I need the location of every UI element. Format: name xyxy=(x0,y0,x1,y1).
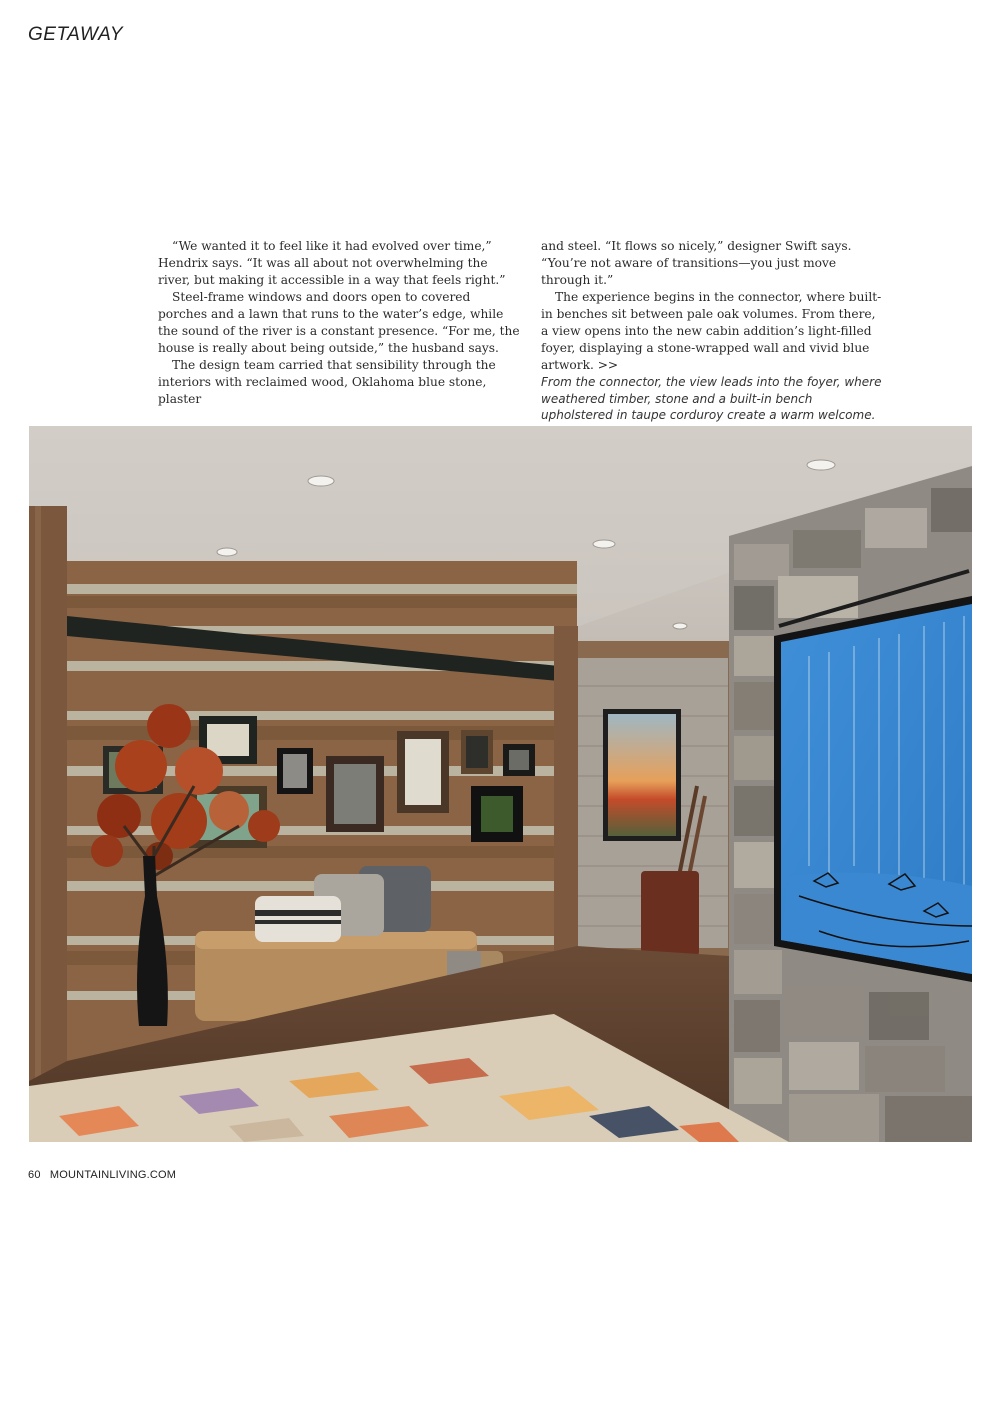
page-number: 60 xyxy=(28,1169,41,1181)
blue-artwork xyxy=(774,571,972,982)
paragraph: The experience begins in the connector, where built-in benches sit between pale oak volumes. From there, a view opens into the new cabin addition’s light-filled foyer, displaying a stone-wrapped wall and vivid blue artwork. >> xyxy=(541,290,882,372)
timber-post-left xyxy=(29,506,67,1081)
foyer-photo xyxy=(29,426,972,1142)
paragraph: Steel-frame windows and doors open to covered porches and a lawn that runs to the water’s edge, while the sound of the river is a constant presence. “For me, the house is really about being outside,” the husband says. xyxy=(158,290,520,355)
paragraph: The design team carried that sensibility through the interiors with reclaimed wood, Oklahoma blue stone, plaster xyxy=(158,358,496,406)
paragraph: “We wanted it to feel like it had evolved over time,” Hendrix says. “It was all about not overwhelming the river, but making it accessible in a way that feels right.” xyxy=(158,239,506,287)
photo-caption: From the connector, the view leads into the foyer, where weathered timber, stone and a built-in bench upholstered in taupe corduroy create a warm welcome. xyxy=(541,375,882,422)
article-column-right xyxy=(541,238,886,424)
section-label: GETAWAY xyxy=(28,24,124,45)
paragraph: and steel. “It flows so nicely,” designer Swift says. “You’re not aware of transitions—you just move through it.” xyxy=(541,239,852,287)
article-column-left xyxy=(158,238,520,408)
site-url: MOUNTAINLIVING.COM xyxy=(49,1169,177,1181)
page-footer xyxy=(28,1169,182,1181)
landscape-painting xyxy=(603,709,681,841)
